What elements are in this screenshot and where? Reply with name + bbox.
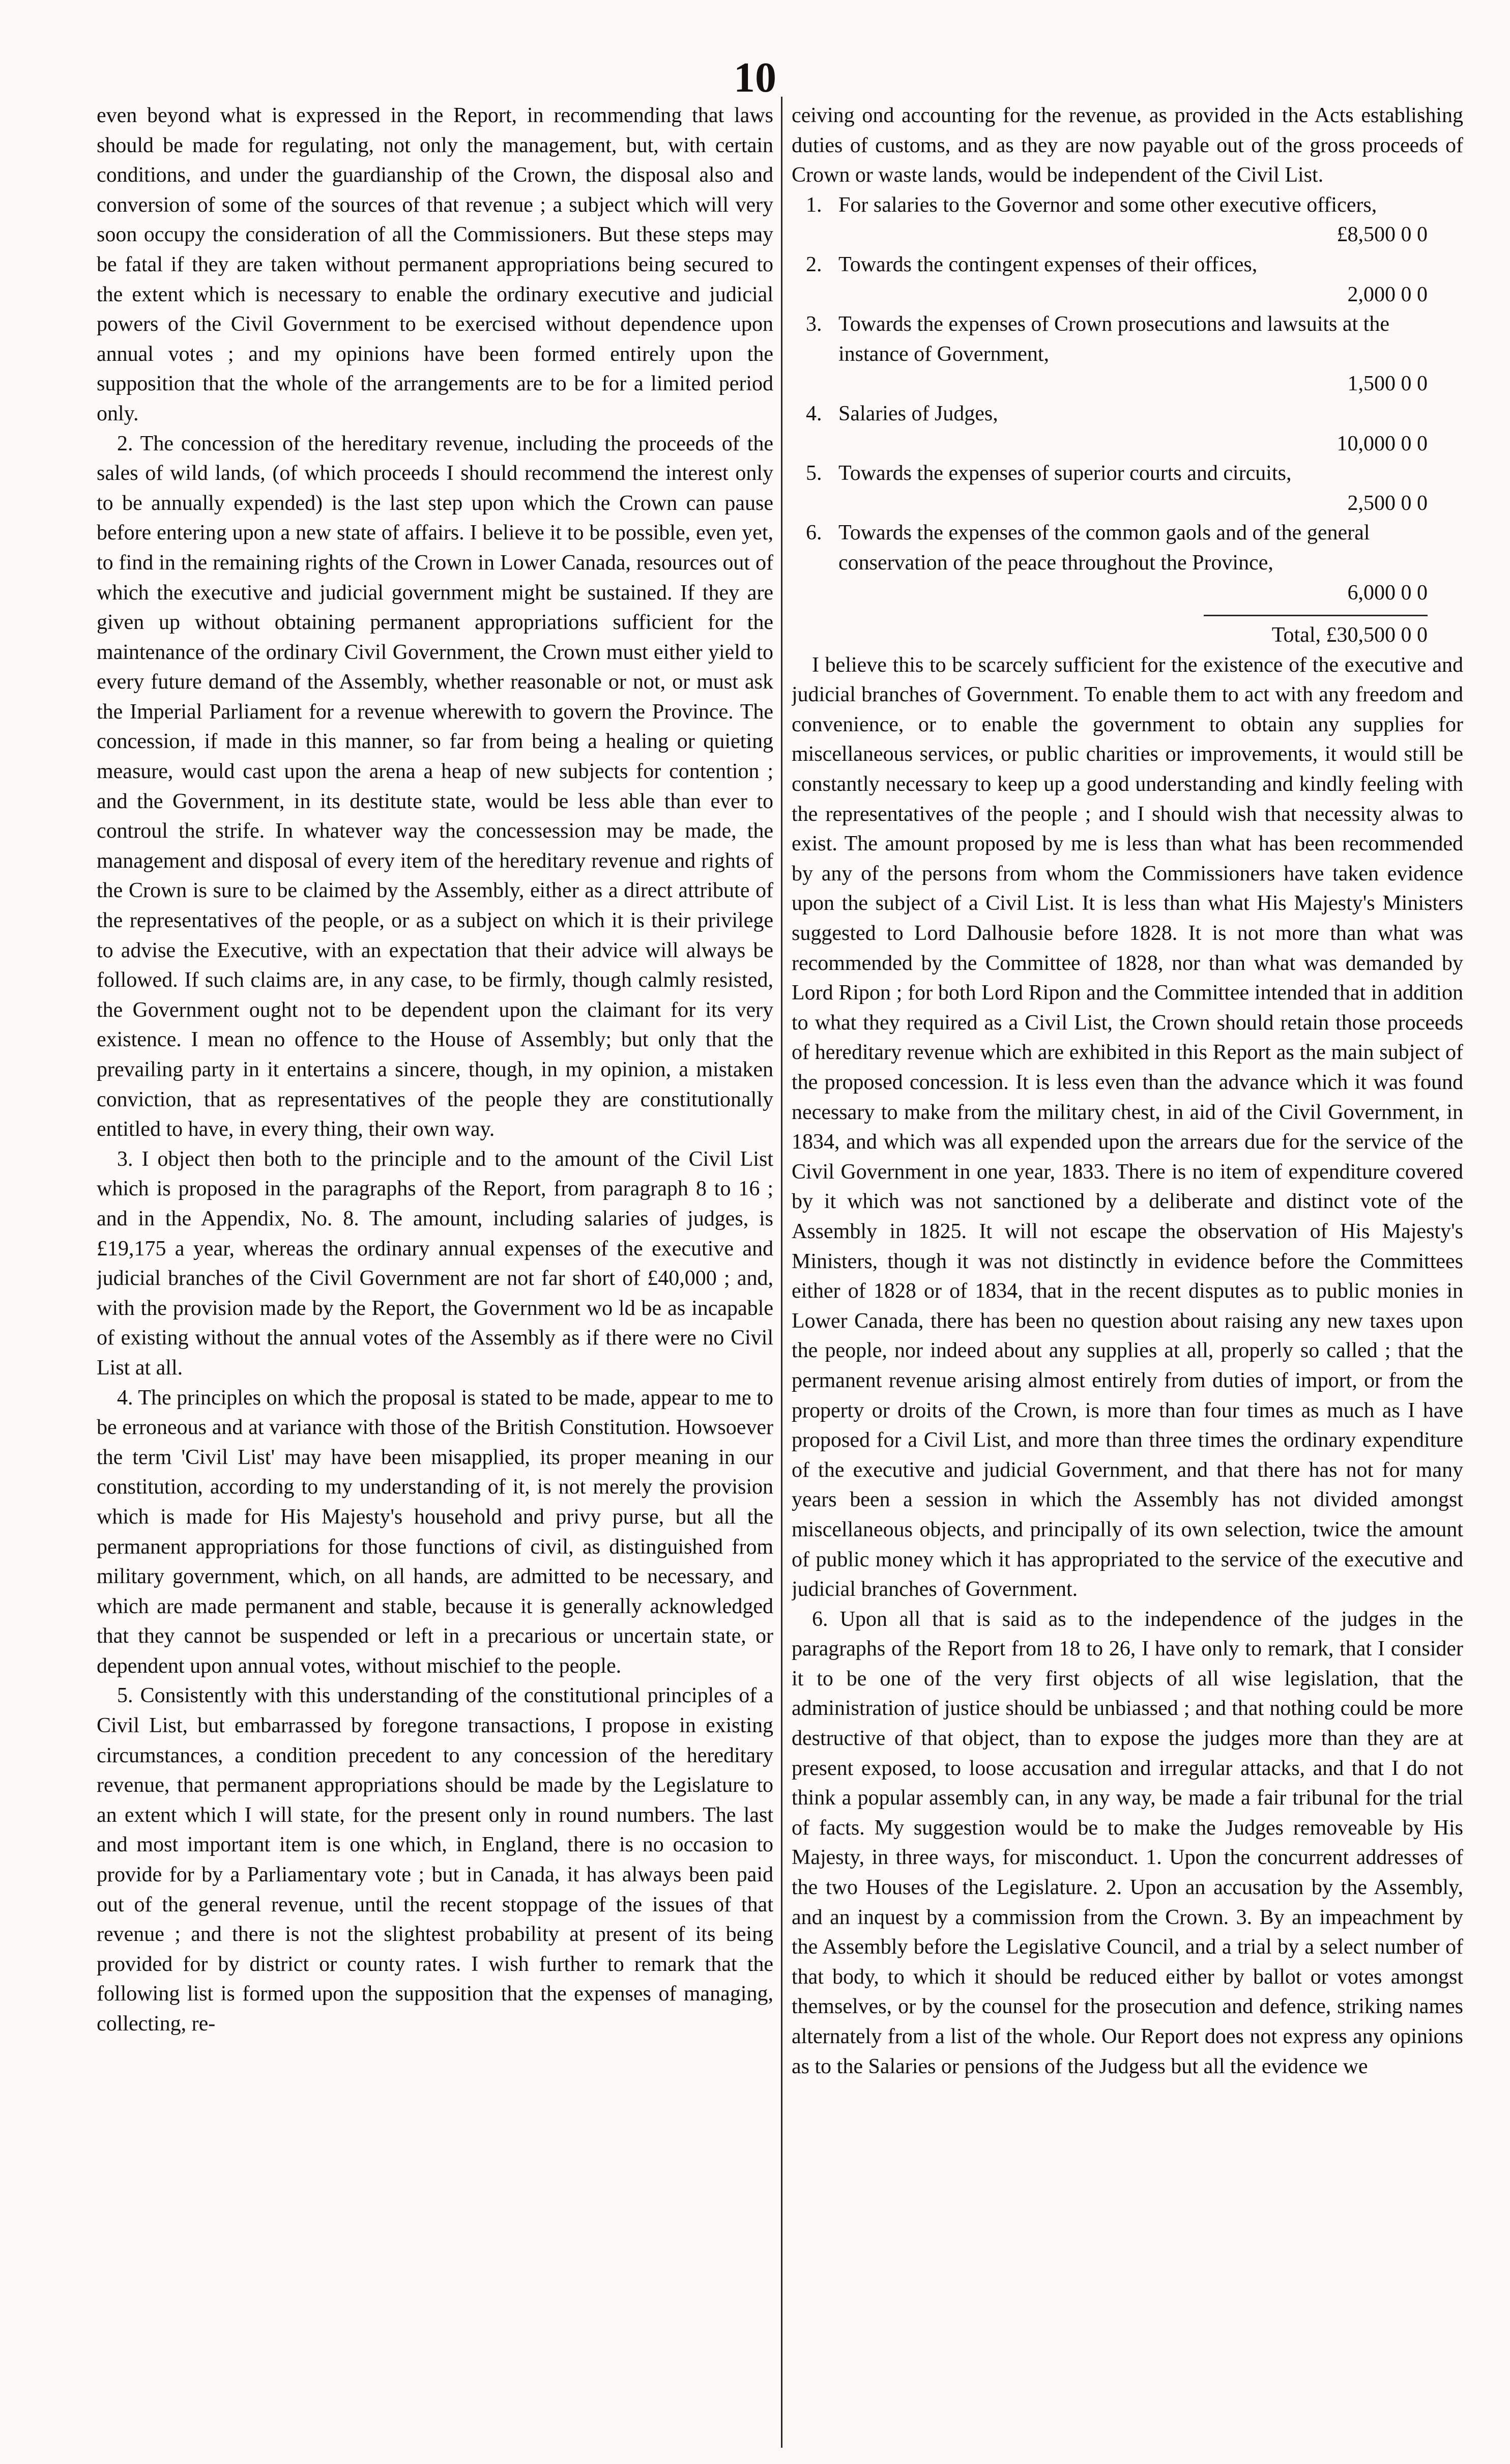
list-item-number: 3. <box>806 312 822 336</box>
list-item-description: Salaries of Judges, <box>838 402 998 425</box>
column-divider <box>781 97 782 2448</box>
left-paragraph-1: even beyond what is expressed in the Report, in recommending that laws should be made for regulating, not only the management, but, with certain conditions, and under the guardianship of the Crown, the disposal also and conversion of some of the sources of that revenue ; a subject which will very soon occupy the consideration of all the Commissioners. But these steps may be fatal if they are taken without permanent appropriations being secured to the extent which is necessary to enable the ordinary executive and judicial powers of the Civil Government to be exercised without dependence upon annual votes ; and my opinions have been formed entirely upon the supposition that the whole of the arrangements are to be for a limited period only. <box>97 104 773 425</box>
list-item <box>806 250 1463 309</box>
left-paragraph-3: 3. I object then both to the principle and to the amount of the Civil List which is proposed in the paragraphs of the Report, from paragraph 8 to 16 ; and in the Appendix, No. 8. The amount, including salaries of judges, is £19,175 a year, whereas the ordinary annual expenses of the executive and judicial branches of the Civil Government are not far short of £40,000 ; and, with the provision made by the Report, the Government wo ld be as incapable of existing without the annual votes of the Assembly as if there were no Civil List at all. <box>97 1147 773 1380</box>
list-item-description: For salaries to the Governor and some other executive officers, <box>838 193 1377 217</box>
list-item <box>806 309 1463 399</box>
left-paragraph-2: 2. The concession of the hereditary revenue, including the proceeds of the sales of wild lands, (of which proceeds I should recommend the interest only to be annually expended) is the last step upon which the Crown can pause before entering upon a new state of affairs. I believe it to be possible, even yet, to find in the remaining rights of the Crown in Lower Canada, resources out of which the executive and judicial government might be sustained. If they are given up without obtaining permanent appropriations sufficient for the maintenance of the ordinary Civil Government, the Crown must either yield to every future demand of the Assembly, whether reasonable or not, or must ask the Imperial Parliament for a revenue wherewith to govern the Province. The concession, if made in this manner, so far from being a healing or quieting measure, would cast upon the arena a heap of new subjects for contention ; and the Government, in its destitute state, would be less able than ever to controul the strife. In whatever way the concessession may be made, the management and disposal of every item of the hereditary revenue and rights of the Crown is sure to be claimed by the Assembly, either as a direct attribute of the representatives of the people, or as a subject on which it is their privilege to advise the Executive, with an expectation that their advice will always be followed. If such claims are, in any case, to be firmly, though calmly resisted, the Government ought not to be dependent upon the claimant for its very existence. I mean no offence to the House of Assembly; but only that the prevailing party in it entertains a sincere, though, in my opinion, a mistaken conviction, that as representatives of the people they are constitutionally entitled to have, in every thing, their own way. <box>97 432 773 1141</box>
list-item-amount: £8,500 0 0 <box>1337 223 1428 247</box>
list-item-number: 6. <box>806 521 822 545</box>
list-item-amount: 6,000 0 0 <box>1347 581 1428 605</box>
left-column <box>97 101 773 2452</box>
list-item-number: 2. <box>806 252 822 276</box>
list-item-description: Towards the expenses of the common gaols and of the general conservation of the peace throughout the Province, <box>838 521 1370 575</box>
right-paragraph-2: 6. Upon all that is said as to the independence of the judges in the paragraphs of the Report from 18 to 26, I have only to remark, that I consider it to be one of the very first objects of all wise legislation, that the administration of justice should be unbiassed ; and that nothing could be more destructive of that object, than to expose the judges more than they are at present exposed, to loose accusation and irregular attacks, and that I do not think a popular assembly can, in any way, be made a fair tribunal for the trial of facts. My suggestion would be to make the Judges removeable by His Majesty, in three ways, for misconduct. 1. Upon the concurrent addresses of the two Houses of the Legislature. 2. Upon an accusation by the Assembly, and an inquest by a commission from the Crown. 3. By an impeachment by the Assembly before the Legislative Council, and a trial by a select number of that body, to which it should be reduced either by ballot or votes amongst themselves, or by the counsel for the prosecution and defence, striking names alternately from a list of the whole. Our Report does not express any opinions as to the Salaries or pensions of the Judgess but all the evidence we <box>792 1607 1463 2078</box>
page-number: 10 <box>734 54 776 101</box>
list-item-amount: 2,500 0 0 <box>1347 491 1428 515</box>
list-item-number: 1. <box>806 193 822 217</box>
list-item <box>806 190 1463 250</box>
total-label: Total, <box>1271 623 1321 647</box>
list-item-amount: 10,000 0 0 <box>1337 432 1428 455</box>
list-item-number: 4. <box>806 402 822 425</box>
right-column <box>792 101 1463 2452</box>
total-line <box>792 620 1463 650</box>
total-rule <box>1204 615 1428 616</box>
left-paragraph-4: 4. The principles on which the proposal is stated to be made, appear to me to be erroneous and at variance with those of the British Constitution. Howsoever the term 'Civil List' may have been misapplied, its proper meaning in our constitution, according to my understanding of it, is not merely the provision which is made for His Majesty's household and privy purse, but all the permanent appropriations for those functions of civil, as distinguished from military government, which, on all hands, are admitted to be necessary, and which are made permanent and stable, because it is generally acknowledged that they cannot be suspended or left in a precarious or uncertain state, or dependent upon annual votes, without mischief to the people. <box>97 1386 773 1678</box>
right-intro: ceiving ond accounting for the revenue, as provided in the Acts establishing duties of customs, and as they are now payable out of the gross proceeds of Crown or waste lands, would be independent of the Civil List. <box>792 104 1463 187</box>
right-paragraph-1: I believe this to be scarcely sufficient for the existence of the executive and judicial branches of Government. To enable them to act with any freedom and convenience, or to enable the government to obtain any supplies for miscellaneous services, or public charities or improvements, it would still be constantly necessary to keep up a good understanding and kindly feeling with the representatives of the people ; and I should wish that necessity alwas to exist. The amount proposed by me is less than what has been recommended by any of the persons from whom the Commissioners have taken evidence upon the subject of a Civil List. It is less than what His Majesty's Ministers suggested to Lord Dalhousie before 1828. It is not more than what was recommended by the Committee of 1828, nor than what was demanded by Lord Ripon ; for both Lord Ripon and the Committee intended that in addition to what they required as a Civil List, the Crown should retain those proceeds of hereditary revenue which are exhibited in this Report as the main subject of the proposed concession. It is less even than the advance which it was found necessary to make from the military chest, in aid of the Civil Government, in 1834, and which was all expended upon the arrears due for the service of the Civil Government in one year, 1833. There is no item of expenditure covered by it which was not sanctioned by a deliberate and distinct vote of the Assembly in 1825. It will not escape the observation of His Majesty's Ministers, though it was not distinctly in evidence before the Committees either of 1828 or of 1834, that in the recent disputes as to public monies in Lower Canada, there has been no question about raising any new taxes upon the people, nor indeed about any supplies at all, properly so called ; that the permanent revenue arising almost entirely from duties of import, or from the property or droits of the Crown, is more than four times as much as I have proposed for a Civil List, and more than three times the ordinary expenditure of the executive and judicial Government, and that there has not for many years been a session in which the Assembly has not divided amongst miscellaneous objects, and principally of its own selection, twice the amount of public money which it has appropriated to the service of the executive and judicial branches of Government. <box>792 653 1463 1601</box>
list-item-amount: 1,500 0 0 <box>1347 372 1428 396</box>
list-item <box>806 459 1463 518</box>
list-item-description: Towards the expenses of superior courts and circuits, <box>838 462 1292 485</box>
list-item-description: Towards the expenses of Crown prosecutions and lawsuits at the instance of Government, <box>838 312 1389 366</box>
civil-list-items <box>806 190 1463 608</box>
list-item-description: Towards the contingent expenses of their offices, <box>838 252 1258 276</box>
list-item <box>806 399 1463 459</box>
total-amount: £30,500 0 0 <box>1326 623 1428 647</box>
left-paragraph-5: 5. Consistently with this understanding of the constitutional principles of a Civil List, but embarrassed by foregone transactions, I propose in existing circumstances, a condition precedent to any concession of the hereditary revenue, that permanent appropriations should be made by the Legislature to an extent which I will state, for the present only in round numbers. The last and most important item is one which, in England, there is no occasion to provide for by a Parliamentary vote ; but in Canada, it has always been paid out of the general revenue, until the recent stoppage of the issues of that revenue ; and there is not the slightest probability at present of its being provided for by district or county rates. I wish further to remark that the following list is formed upon the supposition that the expenses of managing, collecting, re- <box>97 1684 773 2036</box>
list-item-number: 5. <box>806 462 822 485</box>
list-item <box>806 518 1463 608</box>
list-item-amount: 2,000 0 0 <box>1347 282 1428 306</box>
